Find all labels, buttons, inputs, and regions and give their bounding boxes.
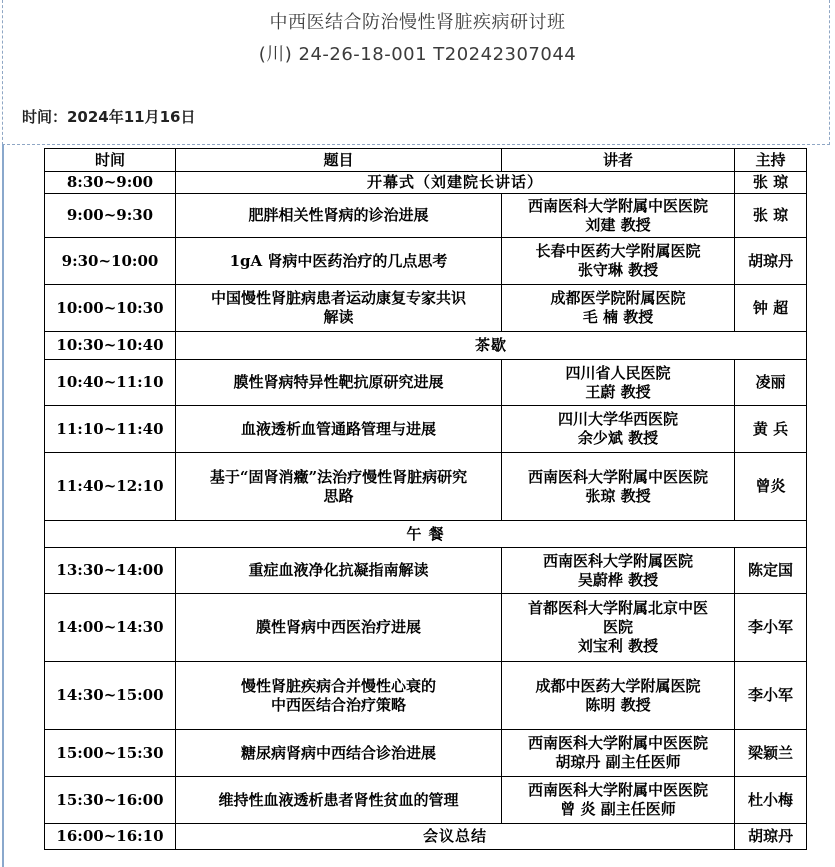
host-cell: 黄 兵 — [735, 406, 807, 453]
topic-line: 糖尿病肾病中西结合诊治进展 — [240, 743, 436, 762]
host-cell: 胡琼丹 — [735, 824, 807, 850]
topic-line: 血液透析血管通路管理与进展 — [240, 419, 436, 438]
speaker-line: 西南医科大学附属中医医院 — [527, 467, 708, 486]
host-cell: 陈定国 — [735, 548, 807, 594]
host-cell: 胡琼丹 — [735, 238, 807, 285]
topic-line: 膜性肾病中西医治疗进展 — [255, 618, 421, 636]
time-cell: 9:30~10:00 — [45, 238, 176, 285]
table-row — [45, 548, 807, 594]
topic-cell — [176, 406, 502, 453]
session-break: 会议总结 — [176, 824, 735, 850]
table-row — [45, 730, 807, 777]
speaker-cell — [502, 662, 735, 730]
speaker-line: 王蔚 教授 — [585, 382, 651, 401]
speaker-line: 成都医学院附属医院 — [550, 289, 686, 307]
time-cell: 11:10~11:40 — [45, 406, 176, 453]
time-cell: 14:30~15:00 — [45, 662, 176, 730]
topic-cell — [176, 730, 502, 777]
time-cell: 14:00~14:30 — [45, 594, 176, 662]
speaker-line: 西南医科大学附属中医医院 — [527, 734, 708, 752]
speaker-cell — [502, 285, 735, 332]
table-row — [45, 594, 807, 662]
speaker-line: 刘建 教授 — [585, 215, 651, 234]
topic-line: 慢性肾脏疾病合并慢性心衰的 — [240, 676, 436, 695]
table-row — [45, 360, 807, 406]
host-cell: 梁颖兰 — [735, 730, 807, 777]
table-row — [45, 824, 807, 850]
table-row — [45, 238, 807, 285]
topic-line: 中国慢性肾脏病患者运动康复专家共识 — [210, 289, 466, 307]
session-break: 午 餐 — [45, 521, 807, 548]
speaker-line: 余少斌 教授 — [577, 429, 659, 447]
session-break: 茶歇 — [176, 332, 807, 360]
session-break: 开幕式（刘建院长讲话） — [176, 172, 735, 194]
date-line: 时间：2024年11月16日 — [22, 108, 196, 126]
host-cell: 杜小梅 — [735, 777, 807, 824]
table-header-row — [45, 149, 807, 172]
page-title: 中西医结合防治慢性肾脏疾病研讨班 — [269, 12, 566, 33]
time-cell: 15:30~16:00 — [45, 777, 176, 824]
speaker-line: 胡琼丹 副主任医师 — [555, 753, 681, 771]
speaker-line: 长春中医药大学附属医院 — [535, 242, 701, 260]
speaker-cell — [502, 777, 735, 824]
table-row — [45, 285, 807, 332]
speaker-cell — [502, 548, 735, 594]
topic-line: 膜性肾病特异性靶抗原研究进展 — [233, 373, 444, 391]
speaker-cell — [502, 360, 735, 406]
topic-cell — [176, 238, 502, 285]
table-row — [45, 194, 807, 238]
schedule-table — [44, 148, 807, 850]
speaker-line: 西南医科大学附属医院 — [542, 551, 693, 570]
speaker-cell — [502, 594, 735, 662]
time-cell: 10:30~10:40 — [45, 332, 176, 360]
speaker-cell — [502, 406, 735, 453]
topic-line: 基于“固肾消癥”法治疗慢性肾脏病研究 — [209, 467, 468, 486]
speaker-line: 陈明 教授 — [585, 695, 651, 714]
topic-cell — [176, 777, 502, 824]
topic-cell — [176, 662, 502, 730]
speaker-line: 西南医科大学附属中医医院 — [527, 781, 708, 799]
time-cell: 13:30~14:00 — [45, 548, 176, 594]
speaker-line: 张守琳 教授 — [577, 261, 659, 279]
speaker-line: 刘宝利 教授 — [577, 637, 659, 655]
speaker-cell — [502, 453, 735, 521]
table-row — [45, 332, 807, 360]
time-cell: 15:00~15:30 — [45, 730, 176, 777]
table-row — [45, 453, 807, 521]
speaker-line: 四川大学华西医院 — [557, 410, 678, 428]
topic-cell — [176, 360, 502, 406]
course-code: (川) 24-26-18-001 T20242307044 — [258, 44, 577, 65]
speaker-line: 成都中医药大学附属医院 — [535, 676, 701, 695]
topic-line: 思路 — [323, 486, 354, 505]
topic-line: 解读 — [323, 308, 354, 326]
topic-cell — [176, 548, 502, 594]
speaker-line: 首都医科大学附属北京中医 — [527, 599, 708, 617]
speaker-line: 毛 楠 教授 — [582, 308, 654, 326]
topic-line: 中西医结合治疗策略 — [270, 695, 406, 714]
host-cell: 凌丽 — [735, 360, 807, 406]
speaker-line: 吴蔚桦 教授 — [577, 570, 659, 589]
table-row — [45, 172, 807, 194]
speaker-cell — [502, 238, 735, 285]
topic-line: 肥胖相关性肾病的诊治进展 — [248, 206, 429, 224]
host-cell: 钟 超 — [735, 285, 807, 332]
schedule-body — [45, 172, 807, 850]
topic-cell — [176, 453, 502, 521]
speaker-cell — [502, 730, 735, 777]
header-topic: 题目 — [176, 149, 502, 172]
left-border-rule — [2, 144, 5, 867]
host-cell: 李小军 — [735, 594, 807, 662]
time-cell: 16:00~16:10 — [45, 824, 176, 850]
time-cell: 10:00~10:30 — [45, 285, 176, 332]
speaker-line: 医院 — [602, 618, 633, 636]
topic-line: 维持性血液透析患者肾性贫血的管理 — [218, 790, 459, 809]
speaker-line: 曾 炎 副主任医师 — [560, 800, 676, 818]
time-cell: 8:30~9:00 — [45, 172, 176, 194]
topic-cell — [176, 594, 502, 662]
topic-line: 重症血液净化抗凝指南解读 — [248, 561, 429, 579]
header-speaker: 讲者 — [502, 149, 735, 172]
table-row — [45, 406, 807, 453]
time-cell: 11:40~12:10 — [45, 453, 176, 521]
speaker-cell — [502, 194, 735, 238]
host-cell: 李小军 — [735, 662, 807, 730]
header-time: 时间 — [45, 149, 176, 172]
speaker-line: 西南医科大学附属中医医院 — [527, 196, 708, 215]
topic-cell — [176, 285, 502, 332]
host-cell: 张 琼 — [735, 172, 807, 194]
topic-line: 1gA 肾病中医药治疗的几点思考 — [229, 251, 448, 270]
speaker-line: 张琼 教授 — [585, 486, 651, 505]
speaker-line: 四川省人民医院 — [565, 363, 671, 382]
table-row — [45, 777, 807, 824]
table-row — [45, 521, 807, 548]
table-row — [45, 662, 807, 730]
host-cell: 曾炎 — [735, 453, 807, 521]
host-cell: 张 琼 — [735, 194, 807, 238]
header-host: 主持 — [735, 149, 807, 172]
time-cell: 10:40~11:10 — [45, 360, 176, 406]
topic-cell — [176, 194, 502, 238]
time-cell: 9:00~9:30 — [45, 194, 176, 238]
